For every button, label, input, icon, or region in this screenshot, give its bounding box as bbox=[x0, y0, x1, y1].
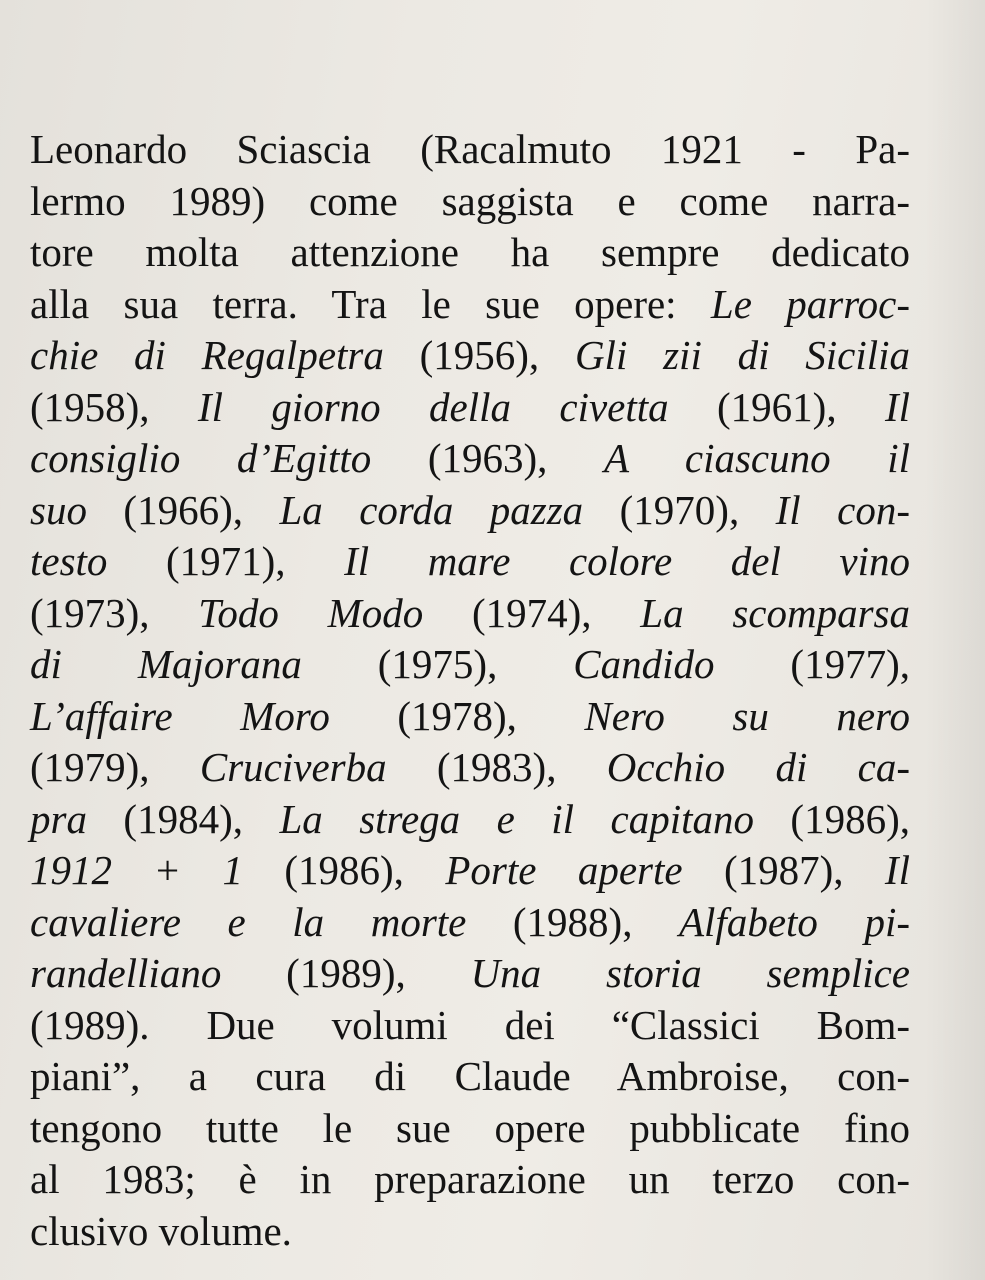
body-text: (1971), bbox=[107, 538, 345, 584]
page-shadow bbox=[925, 0, 985, 1280]
text-line bbox=[30, 382, 910, 434]
author-biography-paragraph bbox=[30, 124, 910, 1257]
italic-title-text: A ciascuno il bbox=[604, 435, 910, 481]
text-line bbox=[30, 279, 910, 331]
body-text: (1973), bbox=[30, 589, 199, 636]
italic-title-text: Porte aperte bbox=[445, 847, 683, 893]
body-text: (1987), bbox=[682, 847, 885, 893]
text-line bbox=[30, 1206, 910, 1258]
italic-title-text: pra bbox=[30, 795, 87, 842]
body-text: (1978), bbox=[329, 692, 585, 739]
body-text: (1984), bbox=[86, 795, 280, 842]
body-text: alla sua terra. Tra le sue opere: bbox=[30, 280, 711, 327]
body-text: piani”, a cura di Claude Ambroise, con- bbox=[30, 1053, 910, 1099]
text-line bbox=[30, 330, 910, 382]
body-text: (1986), bbox=[753, 795, 910, 842]
text-line bbox=[30, 845, 910, 897]
body-text: (1956), bbox=[383, 332, 575, 378]
text-line bbox=[30, 1051, 910, 1103]
italic-title-text: Alfabeto pi- bbox=[679, 898, 910, 945]
italic-title-text: Nero su nero bbox=[584, 692, 911, 739]
body-text: (1986), bbox=[242, 847, 446, 893]
italic-title-text: Il bbox=[884, 847, 910, 893]
italic-title-text: Gli zii di Sicilia bbox=[574, 332, 910, 378]
text-line bbox=[30, 588, 910, 640]
italic-title-text: Le parroc- bbox=[710, 280, 910, 327]
italic-title-text: Todo Modo bbox=[198, 589, 424, 636]
italic-title-text: 1912 + 1 bbox=[30, 847, 243, 893]
body-text: (1958), bbox=[30, 383, 198, 430]
italic-title-text: randelliano bbox=[30, 950, 222, 996]
body-text: Leonardo Sciascia (Racalmuto 1921 - Pa- bbox=[30, 126, 910, 172]
italic-title-text: Il bbox=[884, 383, 910, 430]
italic-title-text: di Majorana bbox=[30, 641, 302, 687]
italic-title-text: Il giorno della civetta bbox=[197, 383, 669, 430]
body-text: (1979), bbox=[30, 744, 200, 790]
body-text: (1988), bbox=[466, 898, 679, 945]
body-text: (1975), bbox=[301, 641, 574, 687]
body-text: al 1983; è in preparazione un terzo con- bbox=[30, 1156, 910, 1202]
text-line bbox=[30, 485, 910, 537]
text-line bbox=[30, 948, 910, 1000]
italic-title-text: consiglio d’Egitto bbox=[30, 435, 372, 481]
body-text: (1963), bbox=[371, 435, 604, 481]
italic-title-text: Candido bbox=[573, 641, 715, 687]
text-line bbox=[30, 1103, 910, 1155]
italic-title-text: testo bbox=[30, 538, 108, 584]
body-text: clusivo volume. bbox=[30, 1207, 292, 1254]
body-text: tengono tutte le sue opere pubblicate fino bbox=[30, 1104, 910, 1151]
text-line bbox=[30, 639, 910, 691]
italic-title-text: chie di Regalpetra bbox=[30, 332, 384, 378]
italic-title-text: Il con- bbox=[775, 486, 911, 533]
italic-title-text: La scomparsa bbox=[640, 589, 910, 636]
italic-title-text: La corda pazza bbox=[279, 486, 584, 533]
body-text: (1966), bbox=[86, 486, 280, 533]
text-line bbox=[30, 176, 910, 228]
body-text: (1989). Due volumi dei “Classici Bom- bbox=[30, 1001, 910, 1048]
body-text: (1970), bbox=[583, 486, 776, 533]
text-line bbox=[30, 897, 910, 949]
text-line bbox=[30, 742, 910, 794]
italic-title-text: Una storia semplice bbox=[470, 950, 910, 996]
italic-title-text: cavaliere e la morte bbox=[30, 898, 467, 945]
body-text: tore molta attenzione ha sempre dedicato bbox=[30, 229, 910, 275]
italic-title-text: suo bbox=[30, 486, 87, 533]
text-line bbox=[30, 1000, 910, 1052]
italic-title-text: La strega e il capitano bbox=[279, 795, 754, 842]
italic-title-text: L’affaire Moro bbox=[30, 692, 330, 739]
text-line bbox=[30, 433, 910, 485]
text-line bbox=[30, 794, 910, 846]
text-line bbox=[30, 691, 910, 743]
body-text: (1977), bbox=[714, 641, 910, 687]
italic-title-text: Occhio di ca- bbox=[606, 744, 910, 790]
italic-title-text: Cruciverba bbox=[199, 744, 387, 790]
body-text: (1961), bbox=[668, 383, 885, 430]
body-text: (1974), bbox=[423, 589, 641, 636]
body-text: (1989), bbox=[221, 950, 471, 996]
text-line bbox=[30, 536, 910, 588]
italic-title-text: Il mare colore del vino bbox=[344, 538, 910, 584]
text-line bbox=[30, 227, 910, 279]
text-line bbox=[30, 124, 910, 176]
text-line bbox=[30, 1154, 910, 1206]
body-text: (1983), bbox=[386, 744, 607, 790]
body-text: lermo 1989) come saggista e come narra- bbox=[30, 177, 910, 224]
